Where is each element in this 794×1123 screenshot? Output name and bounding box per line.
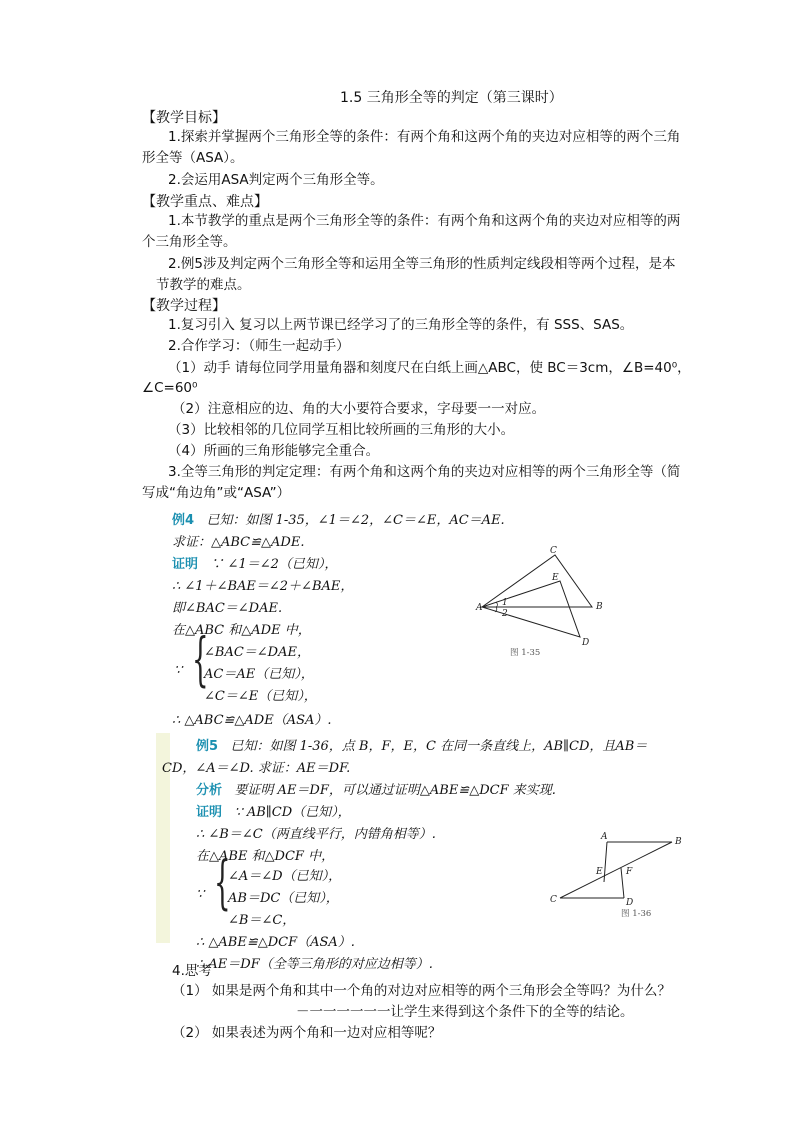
segment-ae <box>604 842 607 882</box>
angle-1-arc <box>496 602 498 607</box>
think-q1-note: －一一一一一一让学生来得到这个条件下的全等的结论。 <box>296 1004 634 1020</box>
example4-because: ∵ <box>174 663 183 678</box>
example4-conclusion: ∴ △ABC≌△ADE（ASA）. <box>172 713 332 728</box>
process-2-1-line-1: （1）动手 请每位同学用量角器和刻度尺在白纸上画△ABC，使 BC＝3cm，∠B=40⁰， <box>168 360 691 376</box>
example5-brace: { <box>214 848 231 916</box>
example4-given-line <box>172 509 505 528</box>
label-e: E <box>596 867 603 877</box>
think-q2: （2） 如果表述为两个角和一边对应相等呢？ <box>172 1025 442 1041</box>
process-2-2: （2）注意相应的边、角的大小要符合要求，字母要一一对应。 <box>172 401 546 417</box>
example5-given-line-1 <box>196 735 647 754</box>
label-f: F <box>626 867 633 877</box>
example4-c1: ∠BAC＝∠DAE， <box>204 645 310 660</box>
example5-proof-label: 证明 <box>196 805 223 820</box>
page-title: 1.5 三角形全等的判定（第三课时） <box>340 90 563 106</box>
section-process: 【教学过程】 <box>142 298 226 314</box>
example4-l2: ∴ ∠1＋∠BAE＝∠2＋∠BAE， <box>172 579 354 594</box>
example4-c3: ∠C＝∠E（已知）， <box>204 689 317 704</box>
example5-label: 例5 <box>196 739 219 754</box>
example5-because: ∵ <box>196 887 205 902</box>
segment-cb <box>560 842 672 898</box>
keypoint-2-line-1: 2.例5涉及判定两个三角形全等和运用全等三角形的性质判定线段相等两个过程，是本 <box>168 256 676 272</box>
goal-2: 2.会运用ASA判定两个三角形全等。 <box>168 172 384 188</box>
example5-c3: ∠B＝∠C， <box>228 913 296 928</box>
example4-l1: ∵ ∠1＝∠2（已知）， <box>210 557 338 572</box>
keypoint-2-line-2: 节教学的难点。 <box>156 277 251 293</box>
process-2-4: （4）所画的三角形能够完全重合。 <box>168 443 380 459</box>
process-2-3: （3）比较相邻的几位同学互相比较所画的三角形的大小。 <box>168 422 515 438</box>
figure-1-36 <box>544 830 694 920</box>
example5-analysis: 要证明 AE＝DF，可以通过证明△ABE≌△DCF 来实现. <box>234 783 556 798</box>
figure-1-36-caption: 图 1-36 <box>621 909 652 919</box>
example4-brace: { <box>192 625 209 693</box>
think-title: 4.思考 <box>172 963 212 979</box>
example5-c1: ∠A＝∠D（已知）， <box>228 869 342 884</box>
example5-l2: ∴ ∠B＝∠C（两直线平行，内错角相等）. <box>196 827 436 842</box>
section-goals: 【教学目标】 <box>142 110 226 126</box>
keypoint-1-line-1: 1.本节教学的重点是两个三角形全等的条件：有两个角和这两个角的夹边对应相等的两 <box>168 213 681 229</box>
example5-l1: ∵ AB∥CD（已知）， <box>234 805 351 820</box>
goal-1-line-1: 1.探索并掌握两个三角形全等的条件：有两个角和这两个角的夹边对应相等的两个三角 <box>168 129 681 145</box>
label-d: D <box>582 638 590 648</box>
example4-l4: 在△ABC 和△ADE 中， <box>172 623 311 638</box>
think-q1: （1） 如果是两个角和其中一个角的对边对应相等的两个三角形会全等吗？为什么？ <box>172 983 671 999</box>
example5-given-2: CD，∠A＝∠D. 求证：AE＝DF. <box>162 761 351 776</box>
process-3-line-2: 写成“角边角”或“ASA”） <box>142 485 291 501</box>
figure-1-35 <box>472 545 612 665</box>
label-a: A <box>476 603 483 613</box>
process-2-1-line-2: ∠C=60⁰ <box>142 380 198 396</box>
label-b: B <box>675 837 682 847</box>
figure-1-35-caption: 图 1-35 <box>510 648 541 658</box>
label-angle-1: 1 <box>502 598 508 608</box>
label-c: C <box>550 895 557 905</box>
process-2: 2.合作学习：（师生一起动手） <box>168 338 350 354</box>
triangle-abc <box>482 555 592 607</box>
goal-1-line-2: 形全等（ASA）。 <box>142 150 244 166</box>
label-a: A <box>601 832 608 842</box>
label-angle-2: 2 <box>502 609 508 619</box>
example4-l3: 即∠BAC＝∠DAE. <box>172 601 283 616</box>
example5-conclusion-1: ∴ △ABE≌△DCF（ASA）. <box>196 935 355 950</box>
process-3-line-1: 3.全等三角形的判定定理：有两个角和这两个角的夹边对应相等的两个三角形全等（简 <box>168 464 681 480</box>
label-d: D <box>626 898 634 908</box>
process-1: 1.复习引入 复习以上两节课已经学习了的三角形全等的条件，有 SSS、SAS。 <box>168 317 634 333</box>
example5-c2: AB＝DC（已知）， <box>228 891 339 906</box>
example4-given: 已知：如图 1-35，∠1＝∠2，∠C＝∠E，AC＝AE. <box>206 513 505 528</box>
example5-conclusion-2: ∴ AE＝DF（全等三角形的对应边相等）. <box>196 957 433 972</box>
example5-analysis-line <box>196 779 556 798</box>
example5-l3: 在△ABE 和△DCF 中， <box>196 849 335 864</box>
example4-label: 例4 <box>172 513 195 528</box>
example4-proof-line-1 <box>172 553 337 572</box>
example5-analysis-label: 分析 <box>196 783 223 798</box>
label-c: C <box>550 546 557 556</box>
label-e: E <box>552 573 559 583</box>
example4-prove: 求证：△ABC≌△ADE. <box>172 535 305 550</box>
example5-given-1: 已知：如图 1-36，点 B，F，E，C 在同一条直线上，AB∥CD，且AB＝ <box>230 739 648 754</box>
example4-proof-label: 证明 <box>172 557 199 572</box>
label-b: B <box>596 602 603 612</box>
keypoint-1-line-2: 个三角形全等。 <box>142 234 237 250</box>
example5-proof-line-1 <box>196 801 351 820</box>
section-keypoints: 【教学重点、难点】 <box>142 194 268 210</box>
segment-df <box>621 868 624 898</box>
example4-c2: AC＝AE（已知）， <box>204 667 314 682</box>
